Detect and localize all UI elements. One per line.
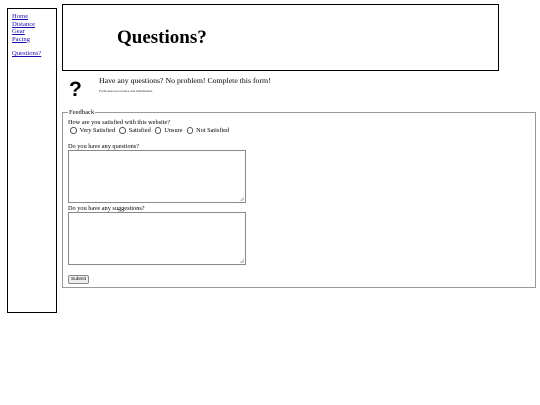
satisfaction-radio-group [70,127,233,134]
radio-button-icon[interactable] [70,127,77,134]
radio-label: Very Satisfied [79,127,116,134]
suggestions-label: Do you have any suggestions? [68,205,145,212]
page-title: Questions? [117,27,207,48]
suggestions-textarea[interactable] [68,212,246,265]
satisfaction-question: How are you satisfied with this website? [68,119,171,126]
questions-textarea[interactable] [68,150,246,203]
submit-button[interactable]: Submit [68,275,89,284]
radio-label: Unsure [164,127,183,134]
fieldset-legend: Feedback [69,109,95,116]
nav-link-pacing[interactable]: Pacing [12,35,30,43]
radio-button-icon[interactable] [119,127,126,134]
radio-button-icon[interactable] [187,127,194,134]
left-nav [7,8,57,313]
radio-option-unsure[interactable] [155,127,183,134]
question-mark-icon: ? [69,78,82,101]
intro-text: Have any questions? No problem! Complete this form! [99,76,271,85]
intro-subtext: Form does not receive real information. [99,89,153,93]
radio-option-not-satisfied[interactable] [187,127,230,134]
nav-link-distance[interactable]: Distance [12,20,36,28]
nav-link-gear[interactable]: Gear [12,28,25,36]
radio-option-very-satisfied[interactable] [70,127,115,134]
nav-link-questions[interactable]: Questions? [12,50,42,58]
resize-grip-icon[interactable] [239,258,244,263]
radio-label: Satisfied [128,127,151,134]
resize-grip-icon[interactable] [239,196,244,201]
radio-button-icon[interactable] [155,127,162,134]
nav-spacer [12,43,56,50]
radio-label: Not Satisfied [196,127,230,134]
radio-option-satisfied[interactable] [119,127,151,134]
questions-label: Do you have any questions? [68,143,139,150]
feedback-fieldset [62,109,536,288]
page-header [62,4,499,71]
nav-link-home[interactable]: Home [12,13,29,20]
